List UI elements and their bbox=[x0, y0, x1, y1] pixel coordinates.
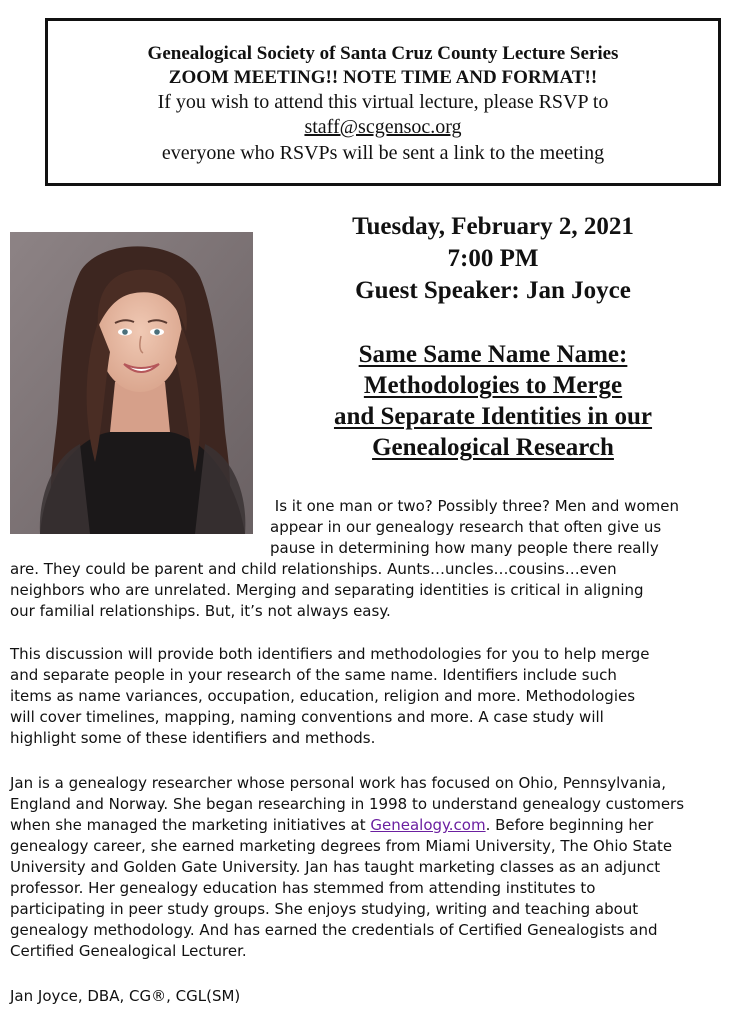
text-line: genealogy methodology. And has earned the credentials of Certified Genealogists and bbox=[10, 921, 658, 939]
text-line: University and Golden Gate University. Jan has taught marketing classes as an adjunct bbox=[10, 858, 661, 876]
text-line: are. They could be parent and child relationships. Aunts…uncles…cousins…even bbox=[10, 560, 617, 578]
text-line: highlight some of these identifiers and methods. bbox=[10, 729, 376, 747]
text-line: our familial relationships. But, it’s not always easy. bbox=[10, 602, 391, 620]
rsvp-instruction: If you wish to attend this virtual lecture, please RSVP to bbox=[157, 91, 609, 113]
text-line: professor. Her genealogy education has stemmed from attending institutes to bbox=[10, 879, 596, 897]
genealogy-com-link[interactable]: Genealogy.com bbox=[370, 816, 486, 834]
lecture-title bbox=[262, 339, 724, 463]
text-line: England and Norway. She began researching in 1998 to understand genealogy customers bbox=[10, 795, 685, 813]
lecture-title-line: Methodologies to Merge bbox=[363, 372, 623, 399]
zoom-notice: ZOOM MEETING!! NOTE TIME AND FORMAT!! bbox=[168, 67, 598, 88]
intro-paragraph-continued bbox=[10, 559, 728, 622]
event-date: Tuesday, February 2, 2021 bbox=[352, 213, 634, 240]
text-line: will cover timelines, mapping, naming conventions and more. A case study will bbox=[10, 708, 604, 726]
lecture-title-line: Genealogical Research bbox=[372, 434, 614, 461]
text-line: appear in our genealogy research that often give us bbox=[270, 518, 662, 536]
text-line: This discussion will provide both identifiers and methodologies for you to help merge bbox=[10, 645, 650, 663]
text-line: and separate people in your research of the same name. Identifiers include such bbox=[10, 666, 617, 684]
event-details bbox=[262, 211, 724, 463]
text-line bbox=[10, 815, 728, 836]
event-time: 7:00 PM bbox=[447, 245, 539, 272]
speaker-photo bbox=[10, 232, 253, 534]
text-segment: . Before beginning her bbox=[485, 816, 654, 834]
link-notice: everyone who RSVPs will be sent a link to the meeting bbox=[161, 142, 605, 164]
text-line: pause in determining how many people there really bbox=[270, 539, 659, 557]
guest-speaker: Guest Speaker: Jan Joyce bbox=[355, 277, 631, 304]
rsvp-email-link[interactable]: staff@scgensoc.org bbox=[304, 116, 462, 138]
lecture-title-line: Same Same Name Name: bbox=[358, 341, 628, 368]
text-line: Jan is a genealogy researcher whose personal work has focused on Ohio, Pennsylvania, bbox=[10, 774, 667, 792]
text-line: Is it one man or two? Possibly three? Men and women bbox=[270, 497, 679, 515]
text-line: Certified Genealogical Lecturer. bbox=[10, 942, 247, 960]
series-title: Genealogical Society of Santa Cruz County Lecture Series bbox=[147, 43, 619, 64]
lecture-title-line: and Separate Identities in our bbox=[333, 403, 653, 430]
discussion-paragraph bbox=[10, 644, 728, 749]
intro-paragraph-wrapped bbox=[270, 496, 725, 559]
text-line: genealogy career, she earned marketing degrees from Miami University, The Ohio State bbox=[10, 837, 673, 855]
text-segment: when she managed the marketing initiatives at bbox=[10, 816, 371, 834]
text-line: items as name variances, occupation, education, religion and more. Methodologies bbox=[10, 687, 636, 705]
text-line: participating in peer study groups. She enjoys studying, writing and teaching about bbox=[10, 900, 639, 918]
text-line: neighbors who are unrelated. Merging and separating identities is critical in aligning bbox=[10, 581, 644, 599]
header-announcement-box bbox=[45, 18, 721, 186]
speaker-bio-paragraph bbox=[10, 773, 728, 962]
speaker-signature: Jan Joyce, DBA, CG®, CGL(SM) bbox=[10, 987, 241, 1005]
